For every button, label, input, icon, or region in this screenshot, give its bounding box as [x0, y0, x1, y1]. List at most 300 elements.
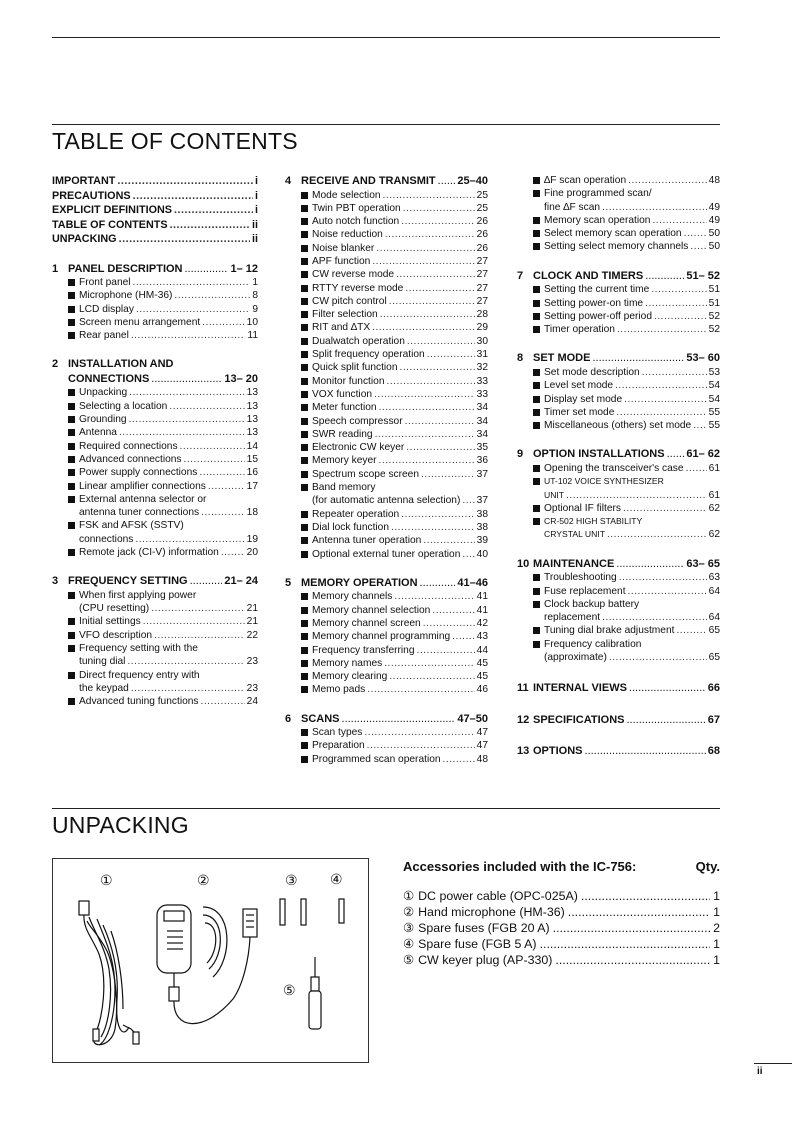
entry-page: 20 [246, 547, 258, 559]
entry-title: Advanced tuning functions [79, 696, 199, 708]
chapter-7-entry [533, 297, 720, 310]
entry-title: Memory names [312, 657, 383, 669]
chapter-heading [52, 574, 258, 589]
front-matter-list [52, 174, 258, 247]
chapter-4-entry [301, 282, 488, 295]
dot-leader [667, 447, 685, 462]
entry-page: 54 [708, 380, 720, 392]
dot-leader [364, 726, 474, 739]
cw-keyer-plug-drawing [309, 957, 321, 1029]
chapter-entries [285, 726, 488, 766]
entry-page: 1 [252, 277, 258, 288]
entry-page: 26 [476, 216, 488, 228]
entry-page: 28 [476, 309, 488, 321]
chapter-title: SET MODE [533, 352, 591, 365]
chapter-number: 8 [517, 352, 524, 365]
entry-page: 49 [708, 201, 720, 213]
entry-page: 27 [476, 282, 488, 294]
entry-title: Level set mode [544, 380, 614, 392]
chapter-4-entry [301, 215, 488, 228]
chapter-heading [517, 447, 720, 462]
entry-page: 15 [246, 453, 258, 465]
entry-page: 52 [708, 310, 720, 322]
chapter-5-entry [301, 630, 488, 643]
chapter-number: 5 [285, 576, 292, 589]
chapter-7 [517, 269, 720, 337]
entry-title: Frequency calibration [544, 638, 642, 650]
chapter-4-entry [301, 228, 488, 241]
dot-leader [391, 521, 475, 534]
dot-leader [628, 174, 707, 187]
chapter-heading [517, 744, 720, 759]
entry-page: 13 [246, 427, 258, 439]
accessory-item [403, 952, 720, 968]
entry-title: Dial lock function [312, 521, 390, 533]
chapter-4-entry [301, 428, 488, 441]
entry-title-cont: the keypad [79, 682, 129, 694]
chapter-9 [517, 447, 720, 541]
entry-title: Setting select memory channels [544, 241, 689, 253]
entry-title: Memory keyer [312, 455, 377, 467]
chapter-4-entry [301, 361, 488, 374]
chapter-3-entry [68, 589, 258, 602]
entry-page: 41 [476, 604, 488, 616]
dot-leader [403, 202, 475, 215]
chapter-pages: 63– 65 [686, 557, 720, 570]
chapter-1-entry [68, 316, 258, 329]
entry-page: 11 [247, 330, 258, 342]
toc-column-3 [517, 174, 720, 759]
chapter-6 [285, 712, 488, 766]
accessory-number: ④ [403, 937, 415, 951]
accessory-number: ⑤ [403, 953, 415, 967]
entry-page: 33 [476, 388, 488, 400]
dot-leader [462, 494, 474, 507]
dot-leader [616, 406, 706, 419]
chapter-2-entry [68, 546, 258, 559]
front-matter-title: UNPACKING [52, 233, 117, 245]
entry-title-cont: (CPU resetting) [79, 603, 150, 615]
spare-fuses-drawing [280, 899, 344, 925]
unpacking-title: UNPACKING [52, 812, 189, 838]
entry-title: SWR reading [312, 428, 373, 440]
dot-leader [367, 683, 474, 696]
entry-page: 62 [708, 529, 720, 541]
dot-leader [119, 232, 250, 247]
dot-leader [170, 218, 250, 233]
chapter-7-entry [533, 310, 720, 323]
chapter-2-entry [68, 466, 258, 479]
dot-leader [154, 629, 245, 642]
dot-leader [221, 546, 245, 559]
entry-title-cont: connections [79, 533, 134, 545]
accessory-qty: 1 [713, 905, 720, 919]
chapter-entries [517, 462, 720, 542]
entry-page: 26 [476, 242, 488, 254]
dot-leader [389, 670, 474, 683]
entry-title: Repeater operation [312, 508, 400, 520]
chapter-pages: 67 [707, 713, 720, 726]
front-matter-page: i [255, 189, 258, 202]
entry-title-cont: CRYSTAL UNIT [544, 529, 605, 540]
hand-microphone-drawing [157, 905, 257, 1024]
chapter-heading [517, 351, 720, 366]
chapter-title: OPTION INSTALLATIONS [533, 448, 665, 461]
dot-leader [129, 413, 245, 426]
entry-title-cont: fine ∆F scan [544, 201, 601, 213]
chapter-4-entry [301, 321, 488, 334]
dot-leader [396, 268, 475, 281]
dot-leader [184, 453, 245, 466]
entry-page: 43 [476, 631, 488, 643]
chapter-4-entry [301, 242, 488, 255]
chapter-pages: 1– 12 [230, 262, 258, 275]
entry-title: Meter function [312, 402, 377, 414]
accessory-item [403, 888, 720, 904]
accessory-item [403, 904, 720, 920]
entry-page: 32 [476, 362, 488, 374]
entry-title: Clock backup battery [544, 598, 640, 610]
entry-page: 50 [708, 228, 720, 240]
entry-page: 14 [246, 440, 258, 452]
dot-leader [174, 289, 250, 302]
chapter-entries [285, 590, 488, 696]
chapter-pages: 25–40 [457, 175, 488, 187]
entry-title: Initial settings [79, 616, 141, 628]
entry-title: Band memory [312, 482, 376, 494]
chapter-9-entry [533, 475, 720, 488]
chapter-entries [517, 571, 720, 664]
entry-page: 52 [708, 324, 720, 336]
dot-leader [555, 952, 710, 968]
chapter-title: CLOCK AND TIMERS [533, 269, 644, 282]
dot-leader [131, 329, 246, 342]
dot-leader [380, 308, 475, 321]
dot-leader [420, 576, 456, 591]
dot-leader [180, 440, 245, 453]
dot-leader [427, 348, 475, 361]
dot-leader [629, 681, 706, 696]
chapter-4-entry [301, 508, 488, 521]
figure-label-2: ② [197, 872, 210, 888]
chapter-heading [52, 262, 258, 277]
toc-title: TABLE OF CONTENTS [52, 128, 298, 154]
entry-page: 65 [708, 625, 720, 637]
dot-leader [400, 361, 475, 374]
page-number: ii [757, 1066, 763, 1077]
accessory-qty: 1 [713, 937, 720, 951]
entry-page: 40 [476, 548, 488, 560]
chapter-5 [285, 576, 488, 697]
chapter-1 [52, 262, 258, 343]
entry-title: Direct frequency entry with [79, 669, 200, 681]
chapter-title: SPECIFICATIONS [533, 713, 625, 726]
accessory-number: ② [403, 905, 415, 919]
chapter-11 [517, 681, 720, 696]
chapter-1-entry [68, 289, 258, 302]
dot-leader [372, 321, 475, 334]
entry-page: 27 [476, 295, 488, 307]
entry-page: 23 [246, 656, 258, 668]
accessory-number: ③ [403, 921, 415, 935]
front-matter-title: IMPORTANT [52, 175, 116, 187]
entry-title: Twin PBT operation [312, 202, 401, 214]
chapter-number: 9 [517, 448, 524, 461]
dot-leader [143, 615, 245, 628]
scans-cont-entry [533, 214, 720, 227]
entry-title: Screen menu arrangement [79, 316, 201, 328]
front-matter-page: ii [252, 218, 258, 231]
entry-title-cont: (approximate) [544, 652, 607, 664]
chapter-number: 10 [517, 557, 530, 570]
dot-leader [169, 400, 244, 413]
entry-title: CW reverse mode [312, 269, 395, 281]
entry-title: Opening the transceiver's case [544, 462, 684, 474]
dot-leader [684, 227, 707, 240]
chapter-8-entry [533, 393, 720, 406]
dot-leader [642, 366, 707, 379]
chapter-4-entry [301, 548, 488, 561]
chapter-13 [517, 744, 720, 759]
dot-leader [607, 528, 707, 541]
dot-leader [407, 335, 475, 348]
dot-leader [585, 744, 706, 759]
entry-title: Linear amplifier connections [79, 480, 206, 492]
entry-title: Memory channel selection [312, 604, 431, 616]
chapter-number: 7 [517, 269, 524, 282]
chapter-entries [52, 589, 258, 709]
entry-page: 62 [708, 502, 720, 514]
chapter-3-entry-cont [68, 655, 258, 668]
chapter-pages: 61– 62 [686, 448, 720, 461]
dot-leader [432, 604, 474, 617]
dot-leader [117, 174, 253, 189]
dot-leader [386, 375, 474, 388]
entry-title: When first applying power [79, 589, 197, 601]
chapter-title: FREQUENCY SETTING [68, 575, 188, 588]
chapter-4-entry [301, 534, 488, 547]
entry-page: 30 [476, 335, 488, 347]
accessory-qty: 1 [713, 953, 720, 967]
dot-leader [342, 712, 456, 727]
entry-page: 9 [252, 303, 258, 315]
dot-leader [151, 602, 244, 615]
entry-title: Front panel [79, 277, 131, 288]
accessory-name: DC power cable (OPC-025A) [418, 889, 578, 903]
chapter-10-entry-cont [533, 651, 720, 664]
chapter-10-entry [533, 638, 720, 651]
toc-column-1 [52, 174, 258, 709]
chapter-4-entry-cont [301, 494, 488, 507]
dot-leader [602, 201, 707, 214]
chapter-2-entry-cont [68, 506, 258, 519]
front-matter-item [52, 174, 258, 189]
chapter-title: INTERNAL VIEWS [533, 682, 627, 695]
chapter-9-entry [533, 515, 720, 528]
dc-power-cable-drawing [79, 901, 139, 1045]
dot-leader [127, 655, 244, 668]
entry-page: 63 [708, 572, 720, 584]
entry-page: 18 [246, 507, 258, 519]
chapter-title: RECEIVE AND TRANSMIT [301, 175, 436, 187]
unpacking-rule [52, 808, 720, 809]
chapter-entries [285, 189, 488, 561]
entry-title: External antenna selector or [79, 493, 207, 505]
chapter-4-entry [301, 441, 488, 454]
dot-leader [190, 574, 223, 589]
chapter-8-entry [533, 379, 720, 392]
dot-leader [676, 624, 706, 637]
front-matter-item [52, 232, 258, 247]
entry-title: Timer set mode [544, 406, 615, 418]
chapter-8-entry [533, 406, 720, 419]
chapter-3-entry-cont [68, 682, 258, 695]
dot-leader [119, 426, 245, 439]
dot-leader [406, 441, 474, 454]
chapter-pages: 68 [707, 745, 720, 758]
chapter-4-entry [301, 388, 488, 401]
entry-page: 47 [476, 740, 488, 752]
entry-title: Tuning dial brake adjustment [544, 625, 675, 637]
entry-page: 23 [246, 682, 258, 694]
chapter-8 [517, 351, 720, 432]
entry-title: Timer operation [544, 324, 615, 336]
dot-leader [566, 489, 707, 502]
entry-title: Electronic CW keyer [312, 442, 405, 454]
chapter-heading [517, 713, 720, 728]
entry-page: 48 [708, 175, 720, 186]
entry-title: Setting the current time [544, 284, 650, 296]
dot-leader [199, 466, 244, 479]
front-matter-title: TABLE OF CONTENTS [52, 218, 168, 231]
entry-title: Optional external tuner operation [312, 548, 461, 560]
dot-leader [375, 428, 475, 441]
dot-leader [374, 388, 475, 401]
scans-cont-entry [533, 187, 720, 200]
dot-leader [626, 713, 705, 728]
entry-page: 34 [476, 402, 488, 414]
entry-page: 25 [476, 189, 488, 201]
chapter-4-entry [301, 295, 488, 308]
scans-cont-entry [533, 227, 720, 240]
chapter-1-entry [68, 276, 258, 289]
dot-leader [372, 255, 474, 268]
dot-leader [609, 651, 707, 664]
entry-page: 21 [246, 603, 258, 615]
chapter-8-entry [533, 366, 720, 379]
accessories-header [403, 859, 720, 874]
chapter-6-entry [301, 739, 488, 752]
dot-leader [654, 310, 707, 323]
entry-title: Programmed scan operation [312, 753, 441, 765]
chapter-number: 12 [517, 713, 530, 726]
chapter-7-entry [533, 323, 720, 336]
front-matter-item [52, 203, 258, 218]
entry-page: 29 [476, 322, 488, 334]
entry-page: 55 [708, 406, 720, 418]
chapter-9-entry [533, 462, 720, 475]
dot-leader [452, 630, 475, 643]
dot-leader [624, 393, 707, 406]
entry-title: Split frequency operation [312, 349, 425, 361]
chapter-6-entry [301, 753, 488, 766]
entry-page: 27 [476, 255, 488, 267]
dot-leader [202, 316, 244, 329]
accessory-qty: 1 [713, 889, 720, 903]
entry-title: Auto notch function [312, 216, 400, 228]
entry-title: CW pitch control [312, 295, 387, 307]
entry-title: Rear panel [79, 330, 129, 342]
dot-leader [405, 282, 474, 295]
chapter-4-entry [301, 481, 488, 494]
entry-page: 31 [476, 349, 488, 361]
chapter-7-entry [533, 283, 720, 296]
entry-title-cont: (for automatic antenna selection) [312, 495, 461, 507]
entry-title: Preparation [312, 740, 365, 752]
chapter-5-entry [301, 604, 488, 617]
entry-page: 55 [708, 420, 720, 432]
chapter-4-entry [301, 189, 488, 202]
dot-leader [151, 372, 222, 387]
chapter-number: 2 [52, 358, 59, 371]
front-matter-page: i [255, 204, 258, 216]
entry-title-cont: UNIT [544, 489, 565, 500]
figure-label-5: ⑤ [283, 982, 296, 998]
entry-title: Display set mode [544, 393, 623, 405]
chapter-2-entry [68, 386, 258, 399]
entry-title: APF function [312, 255, 371, 267]
entry-page: 19 [246, 533, 258, 545]
entry-page: 21 [246, 616, 258, 628]
chapter-10-entry [533, 585, 720, 598]
chapter-2-entry [68, 440, 258, 453]
accessory-name: CW keyer plug (AP-330) [418, 953, 553, 967]
dot-leader [401, 215, 474, 228]
dot-leader [693, 419, 706, 432]
dot-leader [131, 682, 245, 695]
chapter-number: 1 [52, 262, 59, 275]
entry-page: 24 [246, 696, 258, 708]
chapter-9-entry-cont [533, 489, 720, 502]
top-rule [52, 37, 720, 38]
chapter-6-entry [301, 726, 488, 739]
chapter-4-entry [301, 335, 488, 348]
entry-title: Scan types [312, 727, 363, 739]
chapter-pages: 41–46 [457, 576, 488, 589]
chapter-2-entry [68, 426, 258, 439]
chapter-heading [52, 357, 258, 372]
chapter-4-entry [301, 468, 488, 481]
chapter-8-entry [533, 419, 720, 432]
entry-page: 34 [476, 415, 488, 427]
entry-page: 8 [252, 290, 258, 302]
dot-leader [133, 189, 253, 204]
page-number-rule [754, 1063, 792, 1064]
chapter-heading [285, 576, 488, 591]
entry-page: 22 [246, 629, 258, 641]
chapter-10-entry-cont [533, 611, 720, 624]
entry-title: Memo pads [312, 684, 366, 696]
chapter-4 [285, 174, 488, 561]
chapter-title: CONNECTIONS [68, 372, 150, 385]
entry-title: Select memory scan operation [544, 228, 682, 240]
accessories-list [403, 859, 720, 968]
chapter-3-entry [68, 642, 258, 655]
entry-title: Noise blanker [312, 242, 375, 254]
entry-title: Memory clearing [312, 671, 388, 683]
entry-title: Unpacking [79, 387, 128, 399]
entry-title: ∆F scan operation [544, 175, 627, 186]
